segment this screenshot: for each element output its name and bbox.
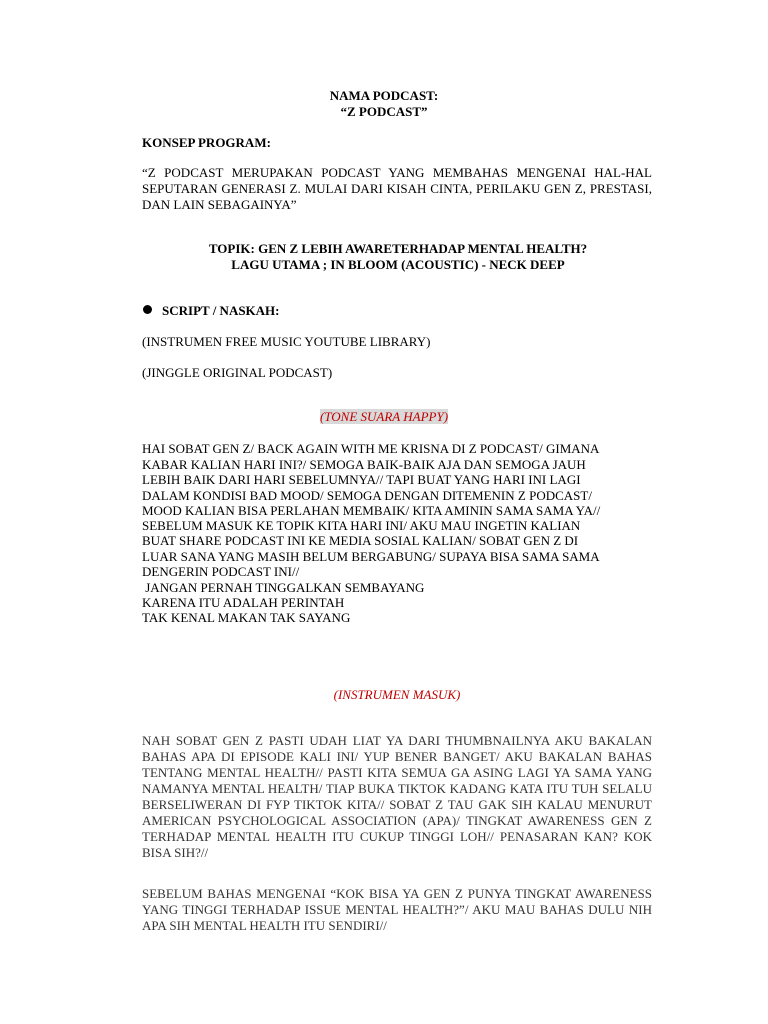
para1-line: HAI SOBAT GEN Z/ BACK AGAIN WITH ME KRISNA DI Z PODCAST/ GIMANA [142,441,600,456]
para1-line: BUAT SHARE PODCAST INI KE MEDIA SOSIAL KALIAN/ SOBAT GEN Z DI [142,533,579,548]
script-heading: SCRIPT / NASKAH: [162,303,280,318]
para1-line: LUAR SANA YANG MASIH BELUM BERGABUNG/ SUPAYA BISA SAMA SAMA [142,549,600,564]
poem-line: TAK KENAL MAKAN TAK SAYANG [142,610,351,625]
bullet-icon [143,305,152,314]
tone-note-row [0,409,768,425]
tone-note: (TONE SUARA HAPPY) [319,409,449,424]
topik-line: TOPIK: GEN Z LEBIH AWARETERHADAP MENTAL HEALTH? [208,241,588,256]
para2-text: NAH SOBAT GEN Z PASTI UDAH LIAT YA DARI THUMBNAILNYA AKU BAKALAN BAHAS APA DI EPISODE KALI INI/ YUP BENER BANGET/ AKU BAKALAN BAHAS TENTANG MENTAL HEALTH// PASTI KITA SEMUA GA ASING LAGI YA SAMA YANG NAMANYA MENTAL HEALTH/ TIAP BUKA TIKTOK KADANG KATA ITU TUH SELALU BERSELIWERAN DI FYP TIKTOK KITA// SOBAT Z TAU GAK SIH KALAU MENURUT AMERICAN PSYCHOLOGICAL ASSOCIATION (APA)/ TINGKAT AWARENESS GEN Z TERHADAP MENTAL HEALTH ITU CUKUP TINGGI LOH// PENASARAN KAN? KOK BISA SIH?// [142,733,652,860]
konsep-text: “Z PODCAST MERUPAKAN PODCAST YANG MEMBAHAS MENGENAI HAL-HAL SEPUTARAN GENERASI Z. MULAI DARI KISAH CINTA, PERILAKU GEN Z, PRESTASI, DAN LAIN SEBAGAINYA” [142,165,652,212]
para1-line: SEBELUM MASUK KE TOPIK KITA HARI INI/ AKU MAU INGETIN KALIAN [142,518,581,533]
podcast-name-value: “Z PODCAST” [340,104,428,119]
para1-line: LEBIH BAIK DARI HARI SEBELUMNYA// TAPI BUAT YANG HARI INI LAGI [142,472,581,487]
instrumen-masuk-note: (INSTRUMEN MASUK) [333,687,461,702]
para3-text: SEBELUM BAHAS MENGENAI “KOK BISA YA GEN Z PUNYA TINGKAT AWARENESS YANG TINGGI TERHADAP ISSUE MENTAL HEALTH?”/ AKU MAU BAHAS DULU NIH APA SIH MENTAL HEALTH ITU SENDIRI// [142,886,652,933]
para1-line: DALAM KONDISI BAD MOOD/ SEMOGA DENGAN DITEMENIN Z PODCAST/ [142,488,592,503]
instrumen-note: (INSTRUMEN FREE MUSIC YOUTUBE LIBRARY) [142,334,431,349]
podcast-name-label: NAMA PODCAST: [329,88,439,103]
konsep-label: KONSEP PROGRAM: [142,135,271,150]
lagu-utama-line: LAGU UTAMA ; IN BLOOM (ACOUSTIC) - NECK DEEP [231,257,565,272]
para1-line: KABAR KALIAN HARI INI?/ SEMOGA BAIK-BAIK AJA DAN SEMOGA JAUH [142,457,586,472]
para1-line: DENGERIN PODCAST INI// [142,564,300,579]
jingle-note: (JINGGLE ORIGINAL PODCAST) [142,365,333,380]
poem-line: JANGAN PERNAH TINGGALKAN SEMBAYANG [142,580,425,595]
poem-line: KARENA ITU ADALAH PERINTAH [142,595,345,610]
para1-line: MOOD KALIAN BISA PERLAHAN MEMBAIK/ KITA AMININ SAMA SAMA YA// [142,503,601,518]
